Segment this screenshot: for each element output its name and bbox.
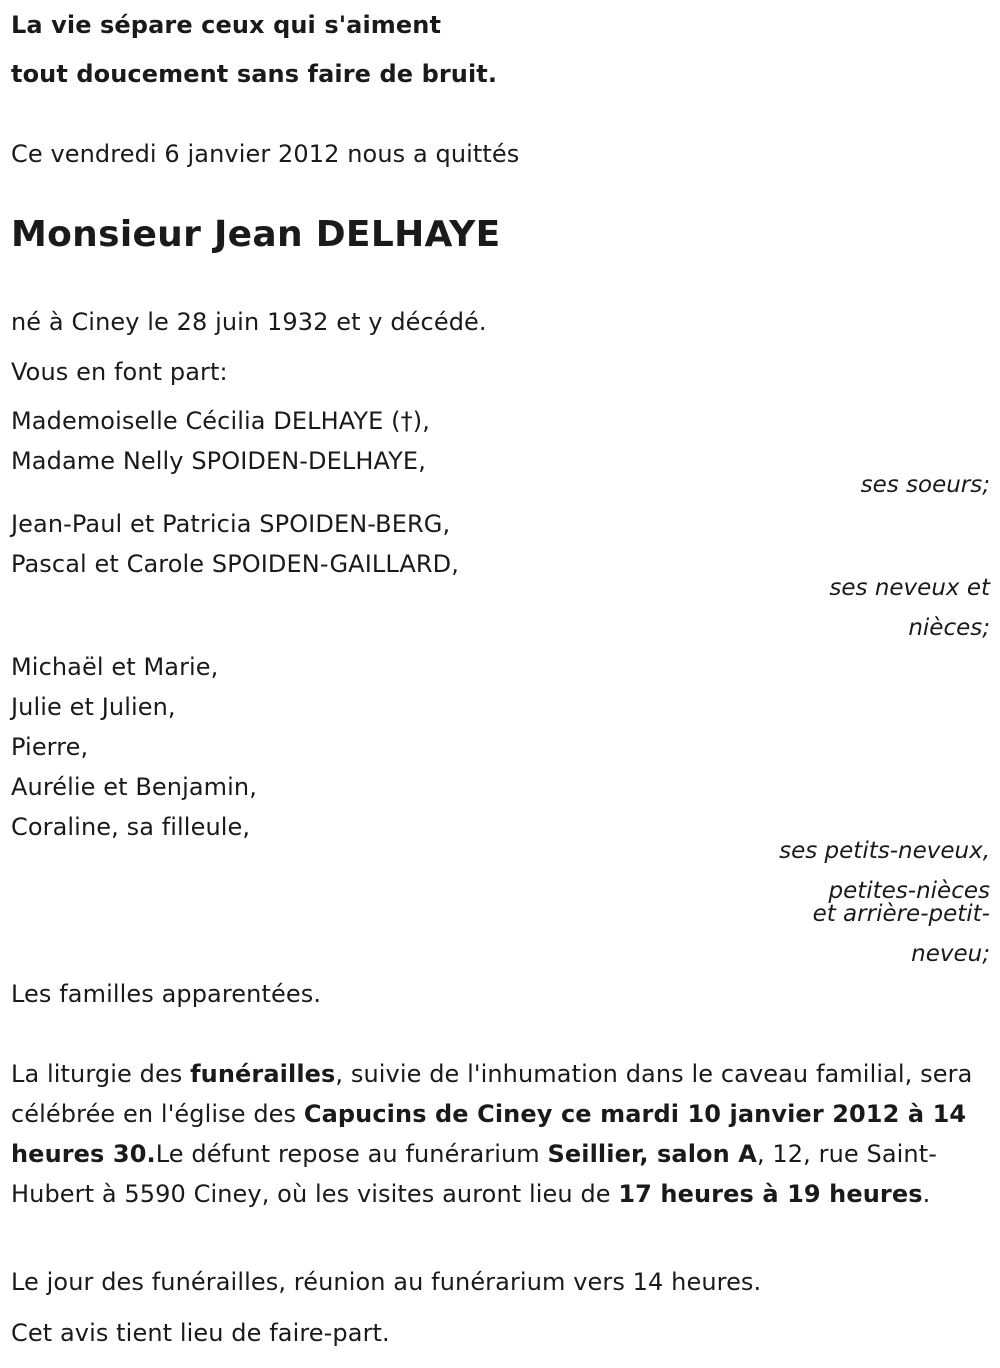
grandnephew-name: Pierre,: [11, 733, 89, 761]
funeral-paragraph: [11, 1054, 991, 1214]
meeting-text: Le jour des funérailles, réunion au funérarium vers 14 heures.: [11, 1268, 762, 1296]
closing-text: Cet avis tient lieu de faire-part.: [11, 1319, 390, 1347]
funeral-text: Le défunt repose au funérarium: [155, 1140, 548, 1168]
relation-nephews: nièces;: [908, 615, 990, 641]
grandnephew-name: Aurélie et Benjamin,: [11, 773, 257, 801]
relation-grandnephews: ses petits-neveux,: [779, 838, 990, 864]
funeral-bold: funérailles: [190, 1060, 336, 1088]
funeral-text: , suivie de l'inhumation dans le caveau familial, sera célébrée en l'église des: [11, 1060, 973, 1128]
funeral-bold: Seillier, salon A: [547, 1140, 757, 1168]
relation-nephews: ses neveux et: [829, 575, 990, 601]
quote-line-2: tout doucement sans faire de bruit.: [11, 60, 498, 88]
grandnephew-name: Coraline, sa filleule,: [11, 813, 251, 841]
funeral-bold: Capucins de Ciney ce mardi 10 janvier 2012 à 14 heures 30.: [11, 1100, 967, 1168]
funeral-bold: 17 heures à 19 heures: [618, 1180, 923, 1208]
intro-text: Ce vendredi 6 janvier 2012 nous a quittés: [11, 140, 520, 168]
grandnephew-name: Michaël et Marie,: [11, 653, 219, 681]
grandnephew-name: Julie et Julien,: [11, 693, 176, 721]
quote-line-1: La vie sépare ceux qui s'aiment: [11, 11, 442, 39]
relation-grandnephews: neveu;: [911, 941, 990, 967]
relation-grandnephews: petites-nièces: [828, 878, 990, 904]
funeral-text: .: [922, 1180, 931, 1208]
families-text: Les familles apparentées.: [11, 980, 322, 1008]
deceased-name: Monsieur Jean DELHAYE: [11, 214, 501, 255]
funeral-text: , 12, rue Saint-Hubert à 5590 Ciney, où les visites auront lieu de: [11, 1140, 937, 1208]
funeral-text: La liturgie des: [11, 1060, 191, 1088]
birth-line: né à Ciney le 28 juin 1932 et y décédé.: [11, 308, 487, 336]
sister-name: Madame Nelly SPOIDEN-DELHAYE,: [11, 447, 426, 475]
relation-grandnephews: et arrière-petit-: [812, 901, 990, 927]
announce-text: Vous en font part:: [11, 358, 228, 386]
sister-name: Mademoiselle Cécilia DELHAYE (†),: [11, 407, 430, 435]
nephew-name: Pascal et Carole SPOIDEN-GAILLARD,: [11, 550, 459, 578]
relation-sisters: ses soeurs;: [860, 472, 990, 498]
nephew-name: Jean-Paul et Patricia SPOIDEN-BERG,: [11, 510, 451, 538]
